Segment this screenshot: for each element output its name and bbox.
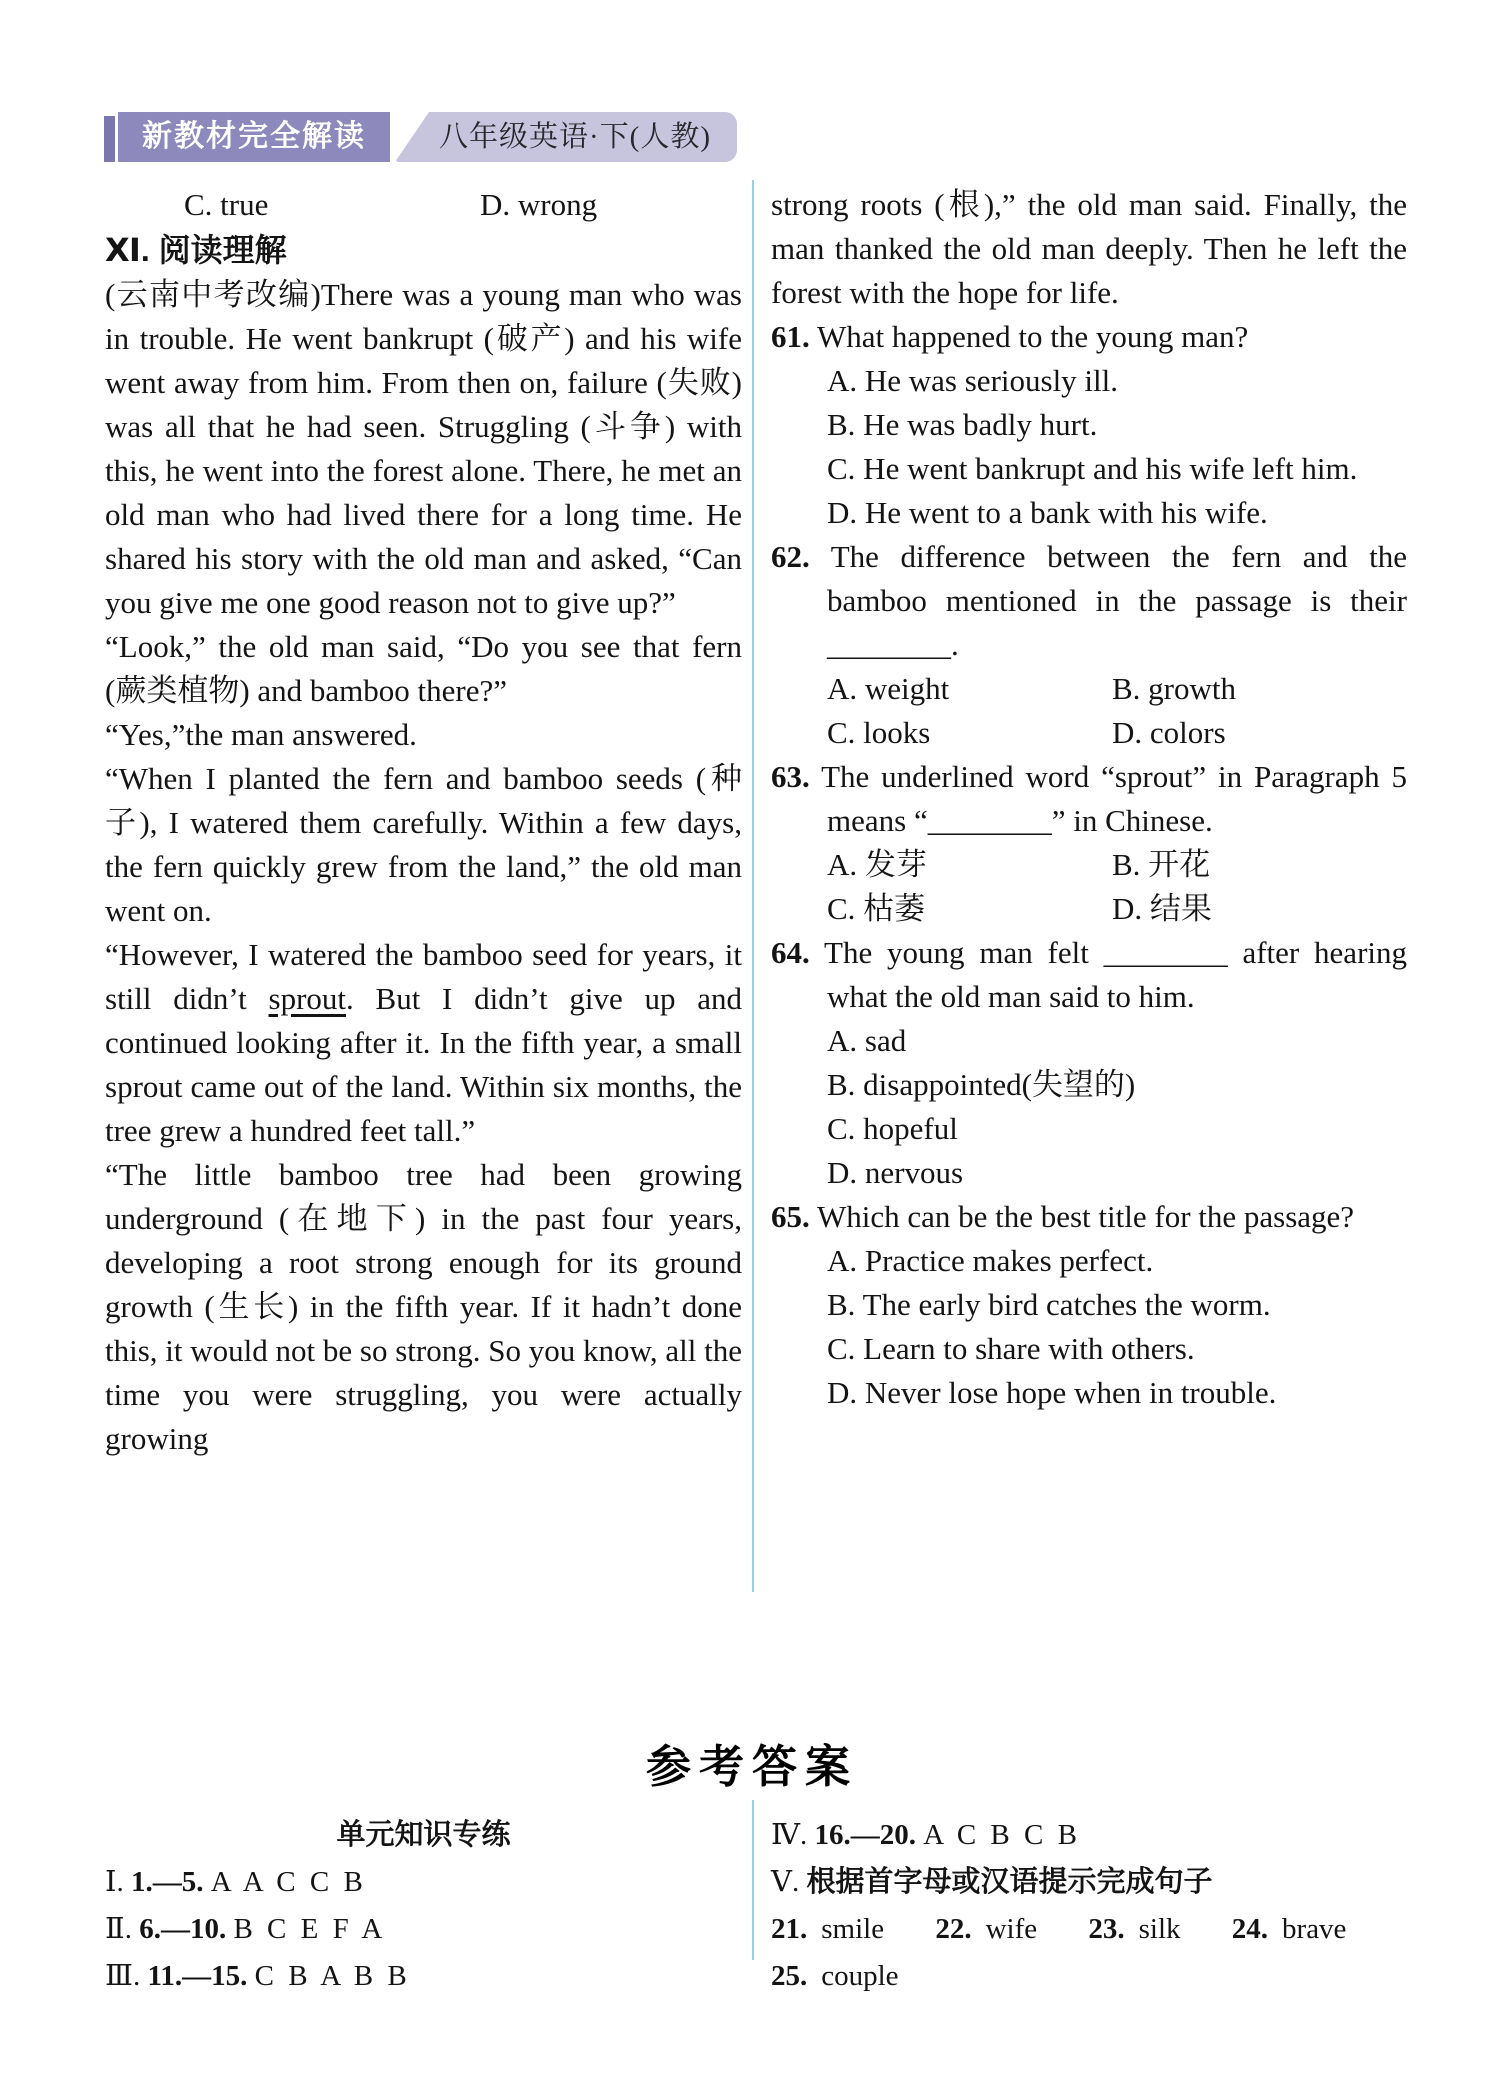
answers-subtitle: 单元知识专练 [336, 1819, 511, 1851]
section-heading-reading: Ⅺ. 阅读理解 [105, 232, 287, 268]
question-62-option-b: B. growth [1112, 671, 1236, 706]
answer-line-2-roman: Ⅱ. [105, 1913, 132, 1945]
option-d-wrong: D. wrong [480, 187, 598, 222]
question-63-number: 63. [771, 759, 810, 794]
answer-line-2-range: 6.—10. [139, 1913, 227, 1945]
question-65-option-b: B. The early bird catches the worm. [827, 1287, 1271, 1322]
question-65-option-d: D. Never lose hope when in trouble. [827, 1375, 1277, 1410]
answer-line-2-letters: B C E F A [233, 1913, 383, 1945]
answer-line-4 [771, 1812, 1407, 1859]
question-64-number: 64. [771, 935, 810, 970]
question-63-text: The underlined word “sprout” in Paragraph 5 means “________” in Chinese. [821, 759, 1407, 838]
answer-item-22-word: wife [985, 1913, 1038, 1945]
column-divider [752, 180, 754, 1592]
answer-item-23 [1088, 1906, 1180, 1953]
answer-line-5-roman: Ⅴ. [771, 1866, 800, 1898]
answer-item-24 [1232, 1906, 1347, 1953]
page-header [104, 112, 737, 164]
question-62-number: 62. [771, 539, 810, 574]
passage-paragraph-6: “The little bamboo tree had been growing underground (在地下) in the past four years, developing a root strong enough for its ground growth (生长) in the fifth year. If it hadn’t done this, it would not be so strong. So you know, all the time you were struggling, you were actually growing [105, 1157, 742, 1456]
left-column [105, 183, 742, 1461]
question-64-text: The young man felt ________ after hearing what the old man said to him. [824, 935, 1407, 1014]
header-accent-bar [104, 116, 115, 162]
answer-item-22-number: 22. [935, 1913, 972, 1945]
answer-line-5 [771, 1859, 1407, 1906]
question-63-options [771, 843, 1407, 931]
paragraph-5-lead: “However, I watered the bamboo seed for years, it still didn’t [105, 937, 742, 1016]
answer-line-1-letters: A A C C B [210, 1866, 363, 1898]
series-title-badge: 新教材完全解读 [118, 112, 390, 162]
underlined-word-sprout: sprout [268, 981, 347, 1016]
answer-item-22 [935, 1906, 1037, 1953]
answer-line-4-letters: A C B C B [923, 1819, 1077, 1851]
answer-line-3-letters: C B A B B [254, 1960, 407, 1992]
passage-paragraph-4: “When I planted the fern and bamboo seeds (种子), I watered them carefully. Within a few days, the fern quickly grew from the land,” the old man went on. [105, 761, 742, 928]
passage-paragraph-7: strong roots (根),” the old man said. Finally, the man thanked the old man deeply. Then he left the forest with the hope for life. [771, 187, 1407, 310]
answer-line-1 [105, 1859, 742, 1906]
answer-line-7 [771, 1953, 1407, 2000]
answer-item-23-number: 23. [1088, 1913, 1125, 1945]
answer-item-21 [771, 1906, 884, 1953]
answer-item-25-word: couple [821, 1960, 899, 1992]
question-61-option-a: A. He was seriously ill. [827, 363, 1119, 398]
answer-line-1-range: 1.—5. [130, 1866, 204, 1898]
answer-line-6 [771, 1906, 1407, 1953]
answer-item-23-word: silk [1138, 1913, 1181, 1945]
answer-line-3-roman: Ⅲ. [105, 1960, 141, 1992]
question-64-option-c: C. hopeful [827, 1111, 958, 1146]
question-64-option-a: A. sad [827, 1023, 907, 1058]
answer-item-25-number: 25. [771, 1960, 808, 1992]
option-c-true: C. true [184, 187, 269, 222]
question-63-option-b: B. 开花 [1112, 847, 1211, 882]
question-63-option-c: C. 枯萎 [827, 891, 926, 926]
passage-paragraph-1: (云南中考改编)There was a young man who was in trouble. He went bankrupt (破产) and his wife went away from him. From then on, failure (失败) was all that he had seen. Struggling (斗争) with this, he went into the forest alone. There, he met an old man who had lived there for a long time. He shared his story with the old man and asked, “Can you give me one good reason not to give up?” [105, 277, 742, 620]
question-64 [771, 931, 1407, 1195]
previous-question-options [105, 183, 742, 227]
passage-paragraph-2: “Look,” the old man said, “Do you see that fern (蕨类植物) and bamboo there?” [105, 629, 742, 708]
answer-line-1-roman: Ⅰ. [105, 1866, 124, 1898]
answers-left-column [105, 1812, 742, 2000]
question-65-option-a: A. Practice makes perfect. [827, 1243, 1154, 1278]
answer-item-21-word: smile [821, 1913, 885, 1945]
passage-paragraph-5 [105, 933, 742, 1153]
question-65-text: Which can be the best title for the passage? [816, 1199, 1355, 1234]
answer-item-25 [771, 1953, 899, 2000]
question-62-stem [771, 535, 1407, 667]
answers-title: 参考答案 [645, 1741, 858, 1792]
question-65-number: 65. [771, 1199, 810, 1234]
question-61-option-d: D. He went to a bank with his wife. [827, 495, 1268, 530]
question-63-stem [771, 755, 1407, 843]
question-62-options [771, 667, 1407, 755]
edition-badge: 八年级英语·下(人教) [395, 112, 737, 162]
question-62-text: The difference between the fern and the bamboo mentioned in the passage is their ________. [827, 539, 1407, 662]
question-65-option-c: C. Learn to share with others. [827, 1331, 1195, 1366]
right-column [771, 183, 1407, 1415]
question-64-option-b: B. disappointed(失望的) [827, 1067, 1136, 1102]
answers-column-divider [752, 1800, 754, 1960]
question-63-option-a: A. 发芽 [827, 847, 927, 882]
question-61-option-b: B. He was badly hurt. [827, 407, 1098, 442]
question-61-option-c: C. He went bankrupt and his wife left him. [827, 451, 1358, 486]
answer-item-21-number: 21. [771, 1913, 808, 1945]
question-61-stem [771, 315, 1407, 359]
answer-line-4-range: 16.—20. [814, 1819, 916, 1851]
question-61-number: 61. [771, 319, 810, 354]
answers-right-column [771, 1812, 1407, 2000]
question-65-stem [771, 1195, 1407, 1239]
answer-item-24-number: 24. [1231, 1913, 1269, 1945]
passage-paragraph-3: “Yes,”the man answered. [105, 717, 417, 752]
answer-item-24-word: brave [1282, 1913, 1347, 1945]
question-61-text: What happened to the young man? [816, 319, 1249, 354]
question-63-option-d: D. 结果 [1112, 891, 1212, 926]
answer-line-4-roman: Ⅳ. [771, 1819, 808, 1851]
answer-line-2 [105, 1906, 742, 1953]
answer-line-3-range: 11.—15. [147, 1960, 248, 1992]
question-63 [771, 755, 1407, 931]
question-62 [771, 535, 1407, 755]
question-62-option-d: D. colors [1112, 715, 1226, 750]
answer-line-3 [105, 1953, 742, 2000]
question-61 [771, 315, 1407, 535]
question-64-option-d: D. nervous [827, 1155, 964, 1190]
paragraph-5-tail: . But I didn’t give up and continued looking after it. In the fifth year, a small sprout came out of the land. Within six months, the tree grew a hundred feet tall.” [105, 981, 742, 1148]
answer-line-5-label: 根据首字母或汉语提示完成句子 [806, 1866, 1213, 1898]
question-62-option-c: C. looks [827, 715, 931, 750]
question-65 [771, 1195, 1407, 1415]
question-62-option-a: A. weight [827, 671, 950, 706]
question-64-stem [771, 931, 1407, 1019]
